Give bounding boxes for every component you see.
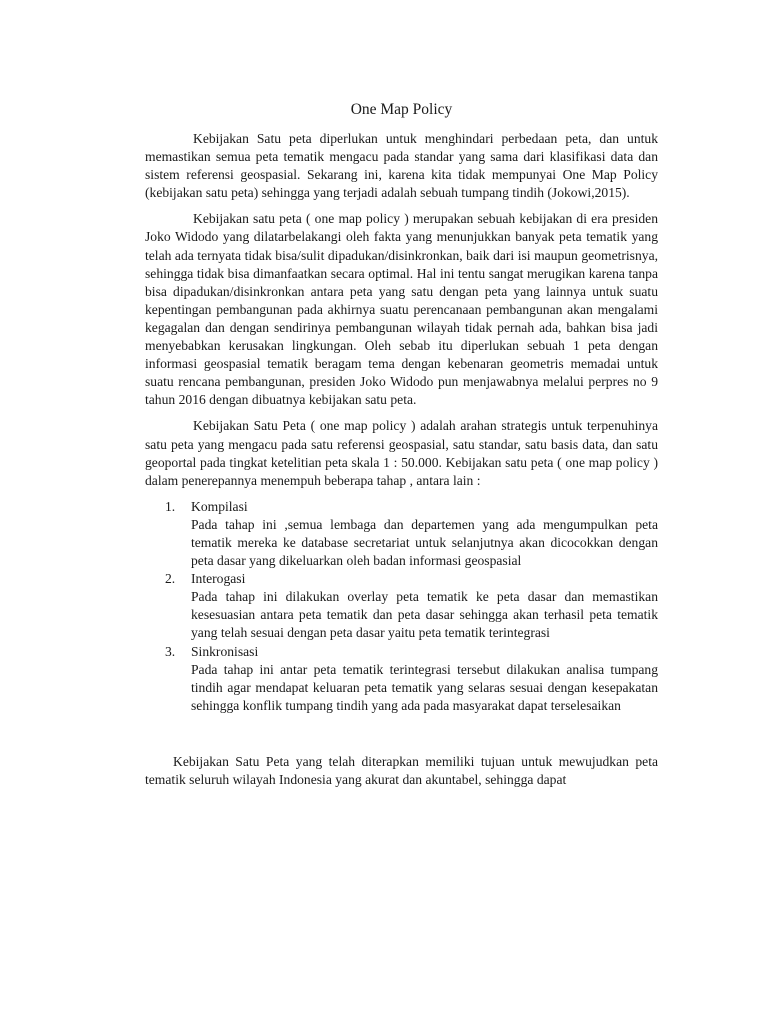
step-number: 1.	[165, 498, 176, 514]
step-description: Pada tahap ini dilakukan overlay peta tematik ke peta dasar dan memastikan kesesuasian antara peta tematik dan peta dasar sehingga akan terhasil peta tematik yang telah sesuai dengan peta dasar yaitu peta tematik terintegrasi	[191, 589, 658, 641]
step-title: Kompilasi	[191, 498, 248, 514]
step-title: Sinkronisasi	[191, 643, 259, 659]
list-item	[145, 570, 658, 642]
step-number: 3.	[165, 643, 176, 659]
steps-list	[145, 498, 658, 715]
paragraph-closing: Kebijakan Satu Peta yang telah diterapkan memiliki tujuan untuk mewujudkan peta tematik seluruh wilayah Indonesia yang akurat dan akuntabel, sehingga dapat	[145, 753, 658, 787]
step-body	[191, 498, 658, 570]
spacer	[145, 715, 658, 753]
paragraph-background: Kebijakan satu peta ( one map policy ) merupakan sebuah kebijakan di era presiden Joko Widodo yang dilatarbelakangi oleh fakta yang menunjukkan banyak peta tematik yang telah ada ternyata tidak bisa/sulit dipadukan/disinkronkan, baik dari isi maupun geometrisnya, sehingga tidak bisa dimanfaatkan secara optimal. Hal ini tentu sangat merugikan karena tanpa bisa dipadukan/disinkronkan antara peta yang satu dengan peta yang lainnya untuk suatu kepentingan pembangunan pada akhirnya suatu perencanaan pembangunan akan mengalami kegagalan dan dengan sendirinya pembangunan wilayah tidak pernah ada, bahkan bisa jadi menyebabkan kerusakan lingkungan. Oleh sebab itu diperlukan sebuah 1 peta dengan informasi geospasial tematik beragam tema dengan kebenaran geometris memadai untuk suatu rencana pembangunan, presiden Joko Widodo pun menjawabnya melalui perpres no 9 tahun 2016 dengan dibuatnya kebijakan satu peta.	[145, 211, 658, 408]
page-title: One Map Policy	[350, 101, 453, 118]
paragraph-definition: Kebijakan Satu Peta ( one map policy ) adalah arahan strategis untuk terpenuhinya satu peta yang mengacu pada satu referensi geospasial, satu standar, satu basis data, dan satu geoportal pada tingkat ketelitian peta skala 1 : 50.000. Kebijakan satu peta ( one map policy ) dalam penerepannya menempuh beberapa tahap , antara lain :	[145, 418, 658, 488]
step-title: Interogasi	[191, 571, 246, 587]
step-description: Pada tahap ini ,semua lembaga dan departemen yang ada mengumpulkan peta tematik mereka ke database secretariat untuk selanjutnya akan dicocokkan dengan peta dasar yang dikeluarkan oleh badan informasi geospasial	[191, 516, 658, 569]
list-item	[145, 498, 658, 570]
step-body	[191, 643, 658, 715]
step-number: 2.	[165, 571, 176, 587]
step-description: Pada tahap ini antar peta tematik terintegrasi tersebut dilakukan analisa tumpang tindih agar mendapat keluaran peta tematik yang selaras sesuai dengan kesepakatan sehingga konflik tumpang tindih yang ada pada masyarakat dapat terselesaikan	[191, 661, 658, 713]
document-page	[145, 100, 658, 797]
paragraph-intro: Kebijakan Satu peta diperlukan untuk menghindari perbedaan peta, dan untuk memastikan semua peta tematik mengacu pada standar yang sama dari klasifikasi data dan sistem referensi geospasial. Sekarang ini, karena kita tidak mempunyai One Map Policy (kebijakan satu peta) sehingga yang terjadi adalah sebuah tumpang tindih (Jokowi,2015).	[145, 131, 658, 201]
step-body	[191, 570, 658, 642]
list-item	[145, 643, 658, 715]
